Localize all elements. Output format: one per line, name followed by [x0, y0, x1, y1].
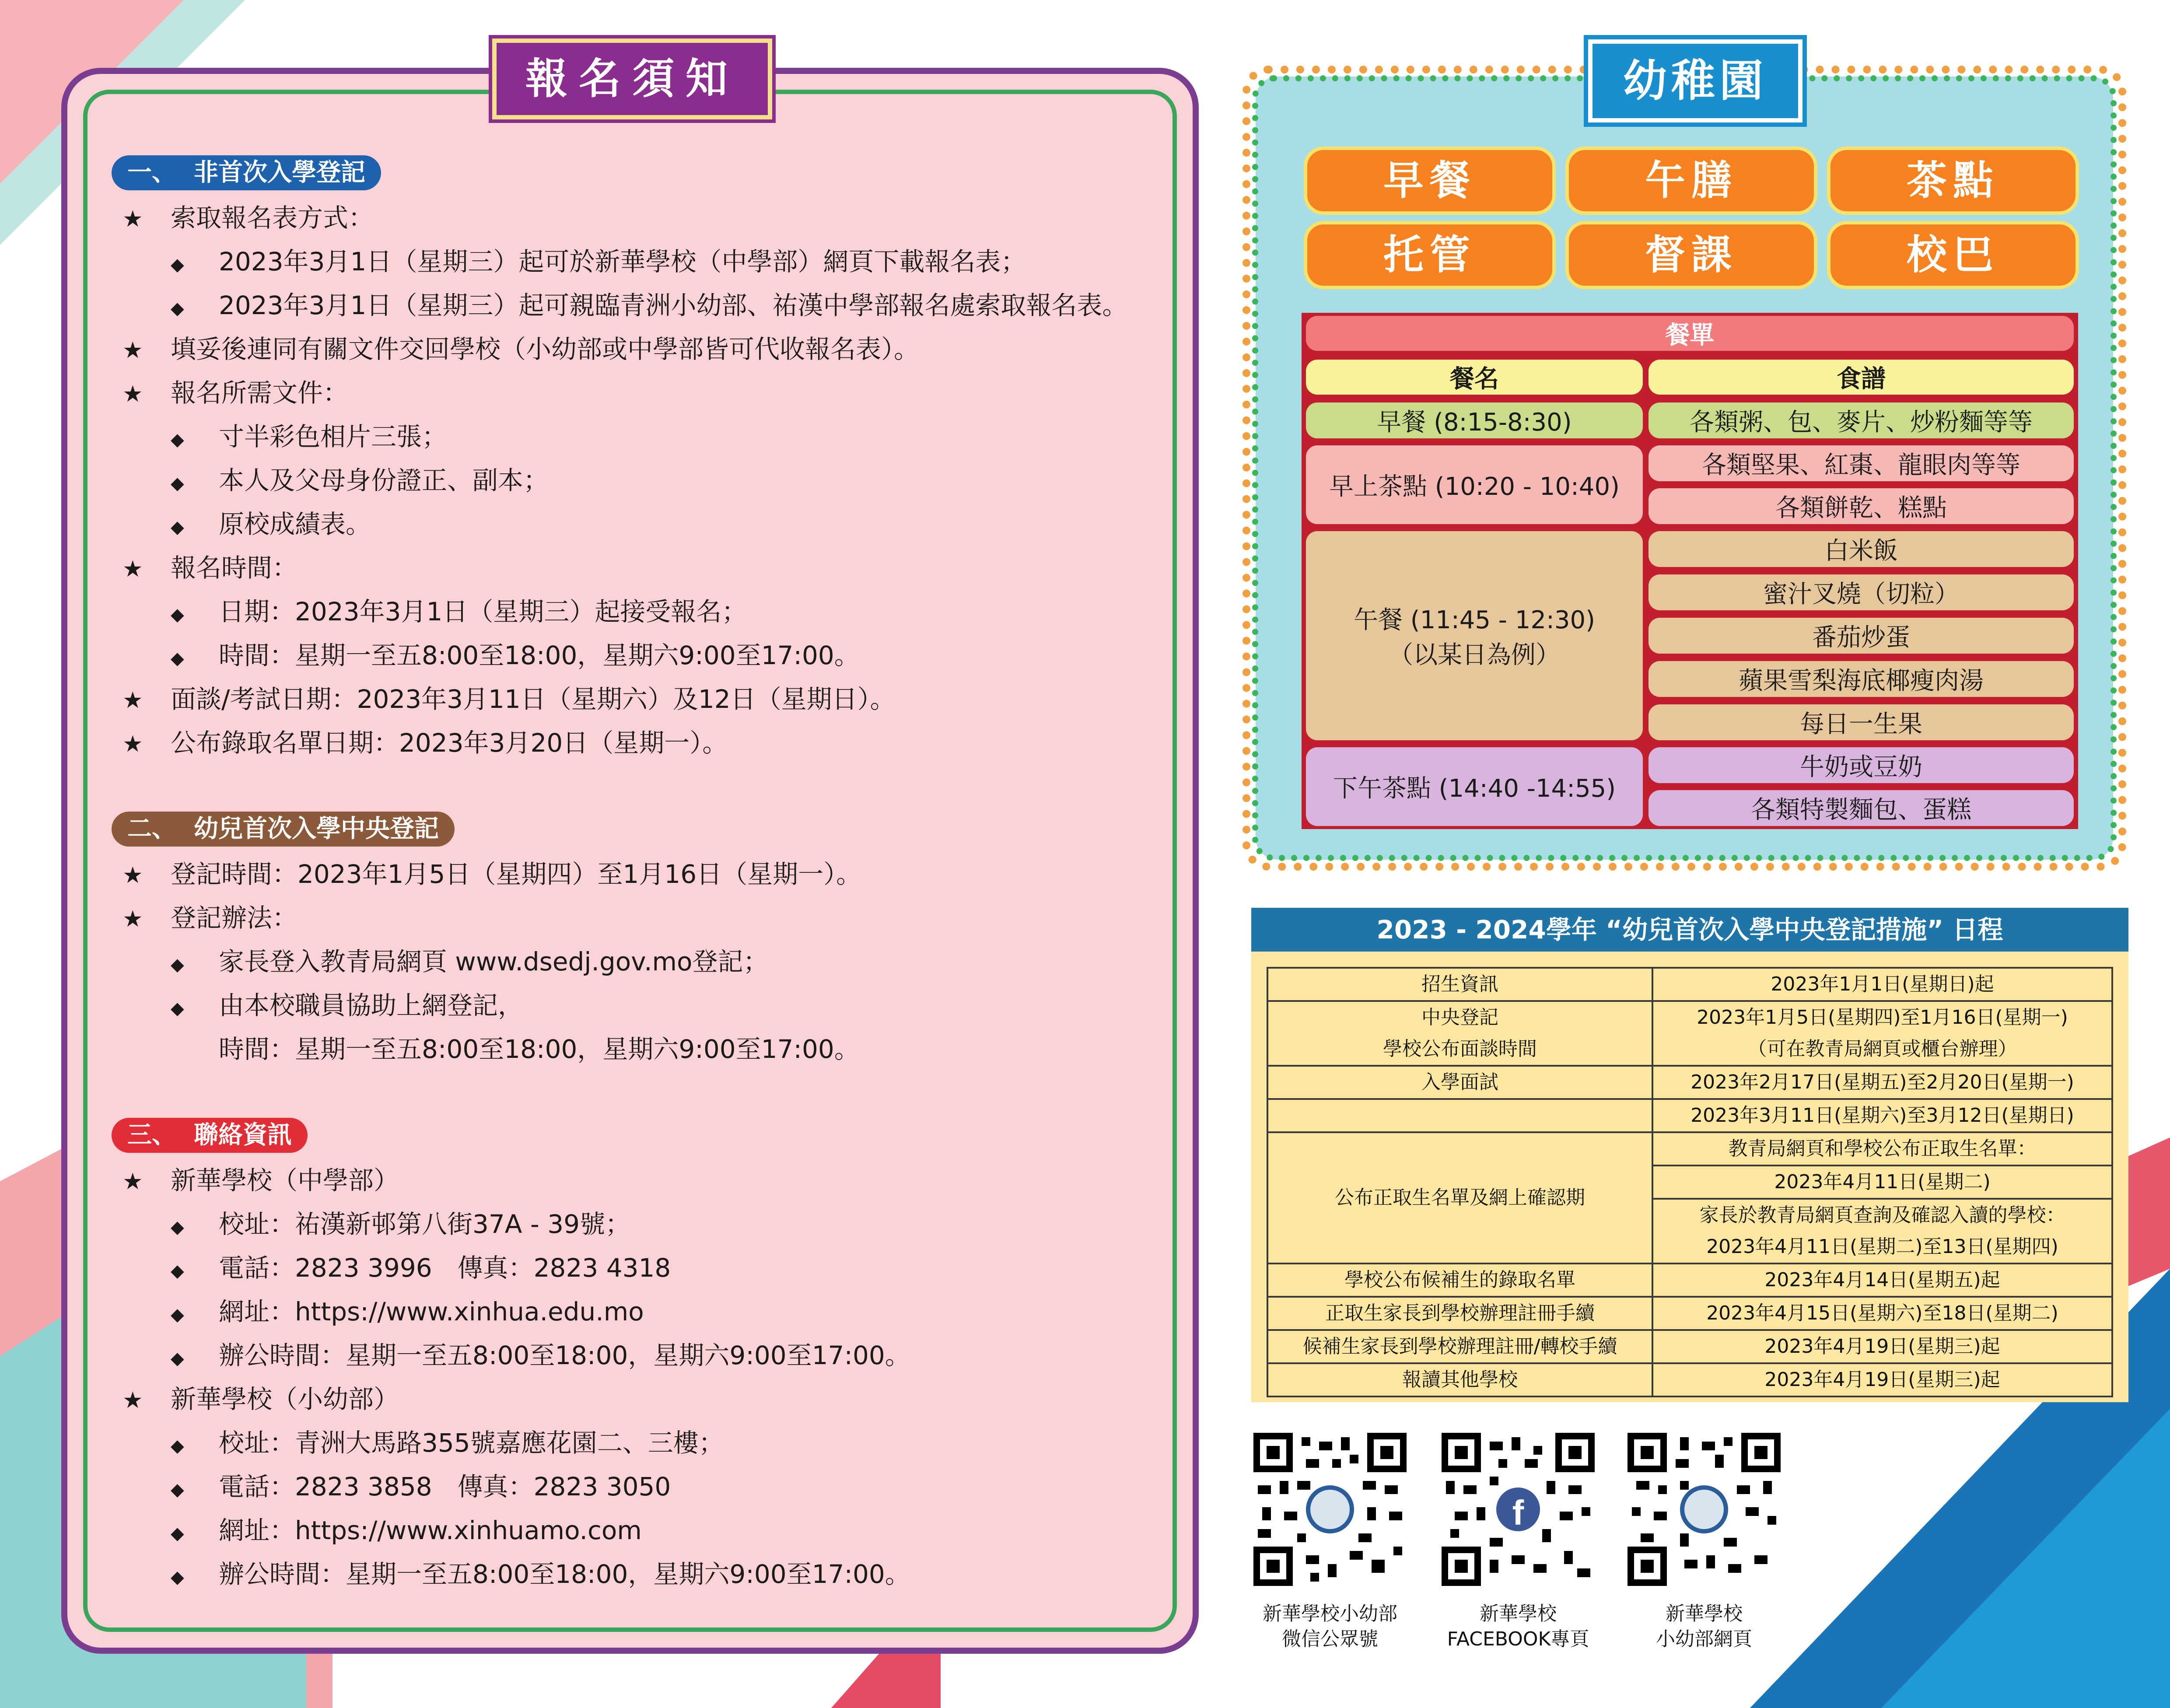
table-row: 入學面試 2023年2月17日(星期五)至2月20日(星期一) [1267, 1066, 2112, 1099]
food-item: 各類特製麵包、蛋糕 [1648, 790, 2074, 826]
list-item: ◆ 2023年3月1日（星期三）起可於新華學校（中學部）網頁下載報名表； [171, 244, 1026, 282]
food-item: 蘋果雪梨海底椰瘦肉湯 [1648, 661, 2074, 697]
list-item: ★ 登記辦法： [122, 900, 298, 937]
section3-number: 三、 [127, 1121, 176, 1149]
food-item: 各類粥、包、麥片、炒粉麵等等 [1648, 402, 2074, 438]
list-item: ◆ 日期：2023年3月1日（星期三）起接受報名； [171, 594, 747, 632]
website-qr-label: 新華學校 小幼部網頁 [1656, 1603, 1752, 1650]
service-breakfast: 早餐 [1304, 147, 1556, 215]
section1-title: 非首次入學登記 [194, 158, 365, 187]
qr-code-icon [1253, 1433, 1407, 1586]
list-item: ◆ 時間：星期一至五8:00至18:00，星期六9:00至17:00。 [171, 638, 860, 676]
facebook-qr-code[interactable] [1442, 1433, 1595, 1586]
star-bullet-icon: ★ [122, 1169, 143, 1195]
registration-title: 報名須知 [492, 38, 772, 119]
list-item: ★ 新華學校（小幼部） [122, 1382, 399, 1418]
table-row: 學校公布候補生的錄取名單 2023年4月14日(星期五)起 [1267, 1264, 2112, 1297]
diamond-bullet-icon: ◆ [171, 1261, 184, 1281]
service-bus: 校巴 [1827, 221, 2079, 289]
wechat-qr-code[interactable] [1253, 1433, 1407, 1586]
list-item: ★ 公布錄取名單日期：2023年3月20日（星期一）。 [122, 725, 728, 762]
star-bullet-icon: ★ [122, 731, 143, 757]
meal-am-snack: 早上茶點 (10:20 - 10:40) [1306, 445, 1643, 524]
menu-col-name: 餐名 [1306, 360, 1643, 395]
list-item: ◆ 辦公時間：星期一至五8:00至18:00，星期六9:00至17:00。 [171, 1557, 910, 1595]
schedule-title: 2023 - 2024學年 “幼兒首次入學中央登記措施” 日程 [1251, 908, 2128, 952]
food-item: 蜜汁叉燒（切粒） [1648, 574, 2074, 610]
diamond-bullet-icon: ◆ [171, 955, 184, 975]
svg-text:f: f [1512, 1493, 1524, 1532]
list-item: ◆ 寸半彩色相片三張； [171, 419, 447, 457]
table-row: 正取生家長到學校辦理註冊手續 2023年4月15日(星期六)至18日(星期二) [1267, 1297, 2112, 1330]
facebook-qr-label: 新華學校 FACEBOOK專頁 [1447, 1603, 1589, 1650]
section3-heading [112, 1118, 308, 1153]
meal-breakfast: 早餐 (8:15-8:30) [1306, 402, 1643, 438]
food-item: 各類餅乾、糕點 [1648, 488, 2074, 524]
list-item: ★ 報名時間： [122, 550, 298, 587]
list-item: ★ 填妥後連同有關文件交回學校（小幼部或中學部皆可代收報名表）。 [122, 332, 919, 368]
service-care: 托管 [1304, 221, 1556, 289]
table-row: 公布正取生名單及網上確認期 教青局網頁和學校公布正取生名單： [1267, 1132, 2112, 1166]
list-item: ◆ 校址：青洲大馬路355號嘉應花園二、三樓； [171, 1425, 724, 1463]
meal-lunch-note: （以某日為例） [1389, 641, 1560, 669]
list-item: ◆ 電話：2823 3996 傳真：2823 4318 [171, 1250, 671, 1288]
diamond-bullet-icon: ◆ [171, 605, 184, 625]
qr-code-icon [1628, 1433, 1781, 1586]
diamond-bullet-icon: ◆ [171, 1436, 184, 1456]
table-row: 2023年4月11日(星期二)至13日(星期四) [1267, 1231, 2112, 1264]
food-item: 白米飯 [1648, 531, 2074, 567]
diamond-bullet-icon: ◆ [171, 1305, 184, 1325]
table-row: 招生資訊 2023年1月1日(星期日)起 [1267, 968, 2112, 1001]
section1-number: 一、 [127, 158, 176, 187]
diamond-bullet-icon: ◆ [171, 298, 184, 318]
list-item: ◆ 本人及父母身份證正、副本； [171, 463, 549, 501]
website-qr-code[interactable] [1628, 1433, 1781, 1586]
star-bullet-icon: ★ [122, 381, 143, 407]
diamond-bullet-icon: ◆ [171, 648, 184, 668]
table-row: 報讀其他學校 2023年4月19日(星期三)起 [1267, 1363, 2112, 1396]
kindergarten-title: 幼稚園 [1588, 39, 1802, 122]
section3-title: 聯絡資訊 [194, 1121, 292, 1149]
star-bullet-icon: ★ [122, 1387, 143, 1414]
list-item: ◆ 電話：2823 3858 傳真：2823 3050 [171, 1469, 671, 1507]
star-bullet-icon: ★ [122, 206, 143, 232]
menu-col-recipe: 食譜 [1648, 360, 2074, 395]
list-item: ★ 登記時間：2023年1月5日（星期四）至1月16日（星期一）。 [122, 857, 861, 893]
food-item: 番茄炒蛋 [1648, 618, 2074, 654]
diamond-bullet-icon: ◆ [171, 1523, 184, 1544]
diamond-bullet-icon: ◆ [171, 1348, 184, 1368]
diamond-bullet-icon: ◆ [171, 473, 184, 494]
diamond-bullet-icon: ◆ [171, 1217, 184, 1237]
meal-lunch-label: 午餐 (11:45 - 12:30) [1353, 606, 1596, 634]
list-item: 時間：星期一至五8:00至18:00，星期六9:00至17:00。 [219, 1034, 860, 1064]
food-item: 牛奶或豆奶 [1648, 747, 2074, 783]
diamond-bullet-icon: ◆ [171, 255, 184, 275]
table-row: 候補生家長到學校辦理註冊/轉校手續 2023年4月19日(星期三)起 [1267, 1330, 2112, 1363]
star-bullet-icon: ★ [122, 687, 143, 714]
table-row: 中央登記 2023年1月5日(星期四)至1月16日(星期一) [1267, 1001, 2112, 1033]
service-homework: 督課 [1565, 221, 1817, 289]
meal-pm-snack: 下午茶點 (14:40 -14:55) [1306, 747, 1643, 826]
section2-heading [112, 812, 455, 847]
list-item: ◆ 家長登入教青局網頁 www.dsedj.gov.mo登記； [171, 944, 769, 982]
wechat-qr-label: 新華學校小幼部 微信公眾號 [1263, 1603, 1397, 1650]
menu-title: 餐單 [1306, 316, 2074, 351]
section2-title: 幼兒首次入學中央登記 [194, 815, 439, 843]
list-item: ★ 報名所需文件： [122, 375, 348, 412]
table-row: 2023年4月11日(星期二) [1267, 1166, 2112, 1199]
food-item: 各類堅果、紅棗、龍眼肉等等 [1648, 445, 2074, 481]
schedule-table [1267, 967, 2113, 1397]
star-bullet-icon: ★ [122, 556, 143, 582]
list-item: ◆ 由本校職員協助上網登記， [171, 988, 523, 1026]
diamond-bullet-icon: ◆ [171, 1480, 184, 1500]
list-item: ◆ 網址：https://www.xinhuamo.com [171, 1513, 642, 1551]
list-item: ◆ 校址：祐漢新邨第八街37A - 39號； [171, 1207, 630, 1245]
diamond-bullet-icon: ◆ [171, 998, 184, 1018]
list-item: ◆ 2023年3月1日（星期三）起可親臨青洲小幼部、祐漢中學部報名處索取報名表。 [171, 288, 1127, 326]
table-row: 家長於教青局網頁查詢及確認入讀的學校： [1267, 1199, 2112, 1231]
list-item: ◆ 網址：https://www.xinhua.edu.mo [171, 1294, 644, 1332]
table-row: 學校公布面談時間 （可在教青局網頁或櫃台辦理） [1267, 1033, 2112, 1066]
service-snack: 茶點 [1827, 147, 2079, 215]
table-row: 2023年3月11日(星期六)至3月12日(星期日) [1267, 1099, 2112, 1132]
list-item: ◆ 原校成績表。 [171, 507, 371, 545]
section2-number: 二、 [127, 815, 176, 843]
section1-heading [112, 155, 381, 190]
star-bullet-icon: ★ [122, 862, 143, 889]
service-lunch: 午膳 [1565, 147, 1817, 215]
diamond-bullet-icon: ◆ [171, 517, 184, 537]
list-item: ★ 面談/考試日期：2023年3月11日（星期六）及12日（星期日）。 [122, 682, 896, 718]
star-bullet-icon: ★ [122, 906, 143, 932]
diamond-bullet-icon: ◆ [171, 430, 184, 450]
diamond-bullet-icon: ◆ [171, 1567, 184, 1587]
list-item: ★ 索取報名表方式： [122, 200, 374, 237]
list-item: ◆ 辦公時間：星期一至五8:00至18:00，星期六9:00至17:00。 [171, 1338, 910, 1376]
meal-lunch [1306, 531, 1643, 740]
list-item: ★ 新華學校（中學部） [122, 1163, 399, 1199]
star-bullet-icon: ★ [122, 337, 143, 364]
qr-code-icon [1442, 1433, 1595, 1586]
food-item: 每日一生果 [1648, 704, 2074, 740]
